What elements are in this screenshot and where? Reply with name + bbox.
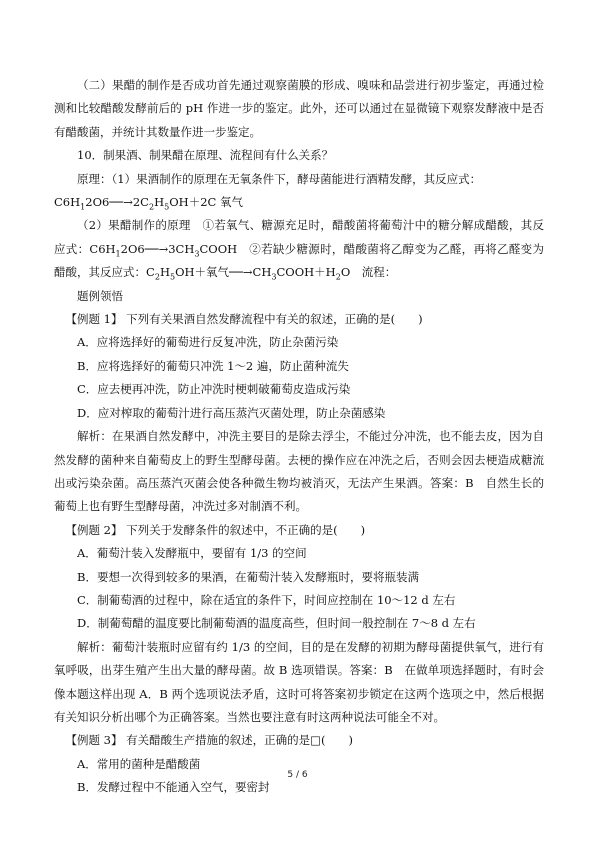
- paragraph: B．应将选择好的葡萄只冲洗 1～2 遍，防止菌种流失: [77, 358, 349, 373]
- paragraph: 解析：葡萄汁装瓶时应留有约 1/3 的空间，目的是在发酵的初期为酵母菌提供氧气，进行有氧呼吸，出芽生殖产生出大量的酵母菌。故 B 选项错误。答案：B 在做单项选择题时，有时会像本题这样出现 A．B 两个选项说法矛盾，这时可将答案初步锁定在这两个选项之中，然后根据有关知识分析出哪个为正确答案。当然也要注意有时这两种说法可能全不对。: [54, 639, 544, 724]
- paragraph: （二）果醋的制作是否成功首先通过观察菌膜的形成、嗅味和品尝进行初步鉴定，再通过检测和比较醋酸发酵前后的 pH 作进一步的鉴定。此外，还可以通过在显微镜下观察发酵液中是否有醋酸菌，并统计其数量作进一步鉴定。: [54, 78, 544, 139]
- paragraph: $C6H_12O6──\to 2C_2H_5OH+2C$ 氧气: [54, 195, 243, 212]
- paragraph: A．应将选择好的葡萄进行反复冲洗，防止杂菌污染: [77, 335, 339, 350]
- paragraph: B．要想一次得到较多的果酒，在葡萄汁装入发酵瓶时，要将瓶装满: [77, 569, 419, 584]
- paragraph: A．常用的菌种是醋酸菌: [77, 756, 201, 771]
- paragraph: 10．制果酒、制果醋在原理、流程间有什么关系？: [77, 148, 334, 163]
- paragraph: A．葡萄汁装入发酵瓶中，要留有 1/3 的空间: [77, 546, 307, 561]
- paragraph: 【例题 3】 有关醋酸生产措施的叙述，正确的是□( ): [65, 733, 353, 748]
- paragraph: D．应对榨取的葡萄汁进行高压蒸汽灭菌处理，防止杂菌感染: [77, 405, 386, 420]
- paragraph: C．制葡萄酒的过程中，除在适宜的条件下，时间应控制在 10～12 d 左右: [77, 592, 456, 607]
- paragraph: B．发酵过程中不能通入空气，要密封: [77, 780, 270, 795]
- paragraph: 【例题 2】 下列关于发酵条件的叙述中，不正确的是( ): [65, 522, 366, 537]
- paragraph: 题例领悟: [77, 288, 123, 303]
- page-number: 5 / 6: [287, 770, 308, 780]
- paragraph: C．应去梗再冲洗，防止冲洗时梗刺破葡萄皮造成污染: [77, 382, 351, 397]
- paragraph: 解析：在果酒自然发酵中，冲洗主要目的是除去浮尘，不能过分冲洗，也不能去皮，因为自然发酵的菌种来自葡萄皮上的野生型酵母菌。去梗的操作应在冲洗之后，否则会因去梗造成糖流出或污染杂菌。高压蒸汽灭菌会使各种微生物均被消灭，无法产生果酒。答案：B 自然生长的葡萄上也有野生型酵母菌，冲洗过多对制酒不利。: [54, 429, 544, 514]
- paragraph: D．制葡萄醋的温度要比制葡萄酒的温度高些，但时间一般控制在 7～8 d 左右: [77, 616, 476, 631]
- paragraph: （2）果醋制作的原理 ①若氧气、糖源充足时，醋酸菌将葡萄汁中的糖分解成醋酸，其反应式：$C6H_12O6──\to 3CH_3COOH$ ②若缺少糖源时，醋酸菌将乙醇变为乙醛，再将乙醛变为醋酸，其反应式：$C_2H_5OH+$氧气$──\to CH_3COOH+H_2O$ 流程：: [54, 218, 544, 282]
- document-body: [54, 74, 544, 800]
- paragraph: 【例题 1】 下列有关果酒自然发酵流程中有关的叙述，正确的是( ): [65, 312, 423, 327]
- paragraph: 原理：（1）果酒制作的原理在无氧条件下，酵母菌能进行酒精发酵，其反应式：: [77, 171, 482, 186]
